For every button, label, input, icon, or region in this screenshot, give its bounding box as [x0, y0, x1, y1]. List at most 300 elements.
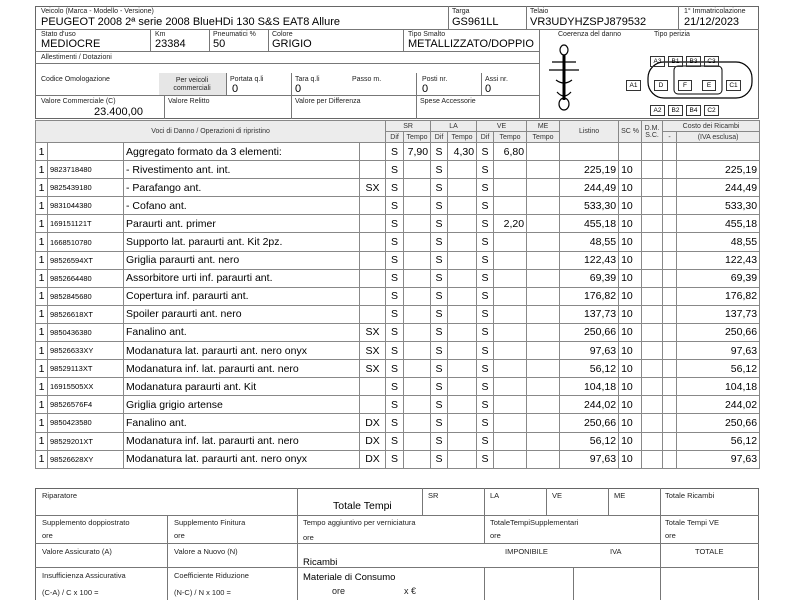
zone-e: E [702, 80, 716, 91]
cell-sr-t [404, 179, 431, 197]
cell-la-t [448, 450, 477, 468]
zone-b1: B1 [668, 56, 683, 67]
table-row [36, 215, 760, 233]
cell-sr-t [404, 414, 431, 432]
cell-ve-t [494, 450, 527, 468]
cell-la: S [431, 305, 448, 323]
cell-empty [642, 143, 663, 161]
cell-side [360, 269, 386, 287]
cell-ve: S [477, 378, 494, 396]
insured-value-label: Valore Assicurato (A) [42, 547, 112, 556]
cell-side [360, 396, 386, 414]
cell-la: S [431, 179, 448, 197]
cell-la: S [431, 396, 448, 414]
cell-sc: 10 [619, 197, 642, 215]
taxable-label: IMPONIBILE [505, 547, 548, 556]
cell-ve-t [494, 251, 527, 269]
vat-label: IVA [610, 547, 622, 556]
table-row [36, 323, 760, 341]
cell-desc: - Rivestimento ant. int. [124, 161, 360, 179]
col-sr: SR [386, 121, 431, 132]
total-extra-times-unit: ore [490, 531, 501, 540]
cell-ve-t [494, 342, 527, 360]
cell-qty: 1 [36, 215, 48, 233]
cell-ve-t [494, 305, 527, 323]
cell-price: 137,73 [560, 305, 619, 323]
col-la-tempo: Tempo [448, 132, 477, 143]
cell-price: 176,82 [560, 287, 619, 305]
cell-code: 98526618XT [48, 305, 124, 323]
wheelbase-label: Passo m. [352, 76, 382, 83]
cell-sr: S [386, 215, 404, 233]
commercial-label: Per veicoli commerciali [173, 77, 211, 92]
color-label: Colore [272, 31, 293, 38]
cell-sr-t [404, 396, 431, 414]
cell-side: DX [360, 432, 386, 450]
cell-cost: 244,02 [677, 396, 760, 414]
cell-desc: Spoiler paraurti ant. nero [124, 305, 360, 323]
cell-la: S [431, 432, 448, 450]
cell-desc: Modanatura lat. paraurti ant. nero onyx [124, 342, 360, 360]
cell-ve-t [494, 179, 527, 197]
cell-la-t [448, 342, 477, 360]
zone-b3: B3 [686, 56, 701, 67]
cell-empty [527, 305, 560, 323]
cell-empty [642, 197, 663, 215]
paint-extra-time-label: Tempo aggiuntivo per verniciatura [303, 518, 416, 527]
cell-sr-t [404, 323, 431, 341]
cell-empty [527, 342, 560, 360]
cell-ve-t [494, 323, 527, 341]
formula-ca: (C-A) / C x 100 = [42, 588, 99, 597]
cell-sr: S [386, 161, 404, 179]
col-sc: SC % [619, 121, 642, 143]
footer-ve-label: VE [552, 491, 563, 500]
cell-empty [642, 396, 663, 414]
cell-ve-t [494, 197, 527, 215]
difference-value-label: Valore per Differenza [295, 98, 361, 105]
registration-label: 1° Immatricolazione [684, 8, 746, 15]
finish-supplement-label: Supplemento Finitura [174, 518, 246, 527]
zone-a3: A3 [650, 56, 665, 67]
cell-price: 56,12 [560, 432, 619, 450]
cell-la: S [431, 233, 448, 251]
col-ve-tempo: Tempo [494, 132, 527, 143]
cell-sr-t [404, 360, 431, 378]
cell-empty [663, 432, 677, 450]
cell-side [360, 378, 386, 396]
cell-la-t [448, 179, 477, 197]
cell-ve-t [494, 269, 527, 287]
cell-price: 244,49 [560, 179, 619, 197]
cell-sr-t [404, 161, 431, 179]
table-row [36, 179, 760, 197]
cell-la: S [431, 269, 448, 287]
cell-ve: S [477, 287, 494, 305]
consumables-label: Materiale di Consumo [303, 572, 396, 583]
cell-sc: 10 [619, 161, 642, 179]
cell-ve-t [494, 287, 527, 305]
col-ve: VE [477, 121, 527, 132]
cell-la: S [431, 143, 448, 161]
cell-empty [642, 233, 663, 251]
wreck-value-label: Valore Relitto [168, 98, 210, 105]
cell-price: 250,66 [560, 414, 619, 432]
footer-sr-label: SR [428, 491, 439, 500]
cell-qty: 1 [36, 179, 48, 197]
cell-empty [527, 323, 560, 341]
consumables-euro: x € [404, 586, 417, 596]
table-row [36, 450, 760, 468]
chassis-value: VR3UDYHZSPJ879532 [530, 16, 647, 28]
cell-sr: S [386, 414, 404, 432]
cell-code: 9850423580 [48, 414, 124, 432]
cell-side [360, 287, 386, 305]
cell-price: 56,12 [560, 360, 619, 378]
cell-sc: 10 [619, 287, 642, 305]
cell-qty: 1 [36, 197, 48, 215]
plate-label: Targa [452, 8, 470, 15]
cell-side: SX [360, 323, 386, 341]
cell-sr: S [386, 269, 404, 287]
cell-desc: Modanatura inf. lat. paraurti ant. nero [124, 360, 360, 378]
cell-ve: S [477, 323, 494, 341]
cell-sr-t [404, 269, 431, 287]
cell-cost: 97,63 [677, 450, 760, 468]
km-label: Km [155, 31, 166, 38]
paint-extra-time-unit: ore [303, 533, 314, 542]
cell-code: 1668510780 [48, 233, 124, 251]
cell-ve: S [477, 179, 494, 197]
col-me-tempo: Tempo [527, 132, 560, 143]
cell-empty [527, 378, 560, 396]
cell-la-t [448, 378, 477, 396]
cell-qty: 1 [36, 342, 48, 360]
cell-ve: S [477, 233, 494, 251]
col-description: Voci di Danno / Operazioni di ripristino [36, 121, 386, 143]
total-ve-times-unit: ore [665, 531, 676, 540]
cell-sr-t [404, 432, 431, 450]
cell-sc: 10 [619, 269, 642, 287]
cell-price: 104,18 [560, 378, 619, 396]
cell-la: S [431, 360, 448, 378]
cell-empty [663, 233, 677, 251]
cell-ve-t [494, 233, 527, 251]
tires-label: Pneumatici % [213, 31, 256, 38]
cell-la-t: 4,30 [448, 143, 477, 161]
cell-la-t [448, 233, 477, 251]
cell-cost [677, 143, 760, 161]
cell-ve: S [477, 432, 494, 450]
cell-empty [527, 251, 560, 269]
cell-empty [527, 450, 560, 468]
cell-qty: 1 [36, 432, 48, 450]
cell-side: DX [360, 414, 386, 432]
cell-qty: 1 [36, 305, 48, 323]
cell-la: S [431, 197, 448, 215]
cell-sc: 10 [619, 396, 642, 414]
table-row [36, 305, 760, 323]
cell-side [360, 305, 386, 323]
cell-side: DX [360, 450, 386, 468]
cell-sc: 10 [619, 450, 642, 468]
cell-empty [642, 161, 663, 179]
cell-ve-t [494, 396, 527, 414]
tires-value: 50 [213, 38, 226, 50]
cell-empty [663, 215, 677, 233]
cell-ve: S [477, 269, 494, 287]
cell-empty [642, 378, 663, 396]
cell-sr-t [404, 233, 431, 251]
cell-sc: 10 [619, 323, 642, 341]
cell-ve-t [494, 378, 527, 396]
cell-ve-t [494, 360, 527, 378]
cell-sr: S [386, 233, 404, 251]
cell-sr-t [404, 215, 431, 233]
cell-sr: S [386, 305, 404, 323]
cell-desc: Fanalino ant. [124, 414, 360, 432]
cell-qty: 1 [36, 143, 48, 161]
cell-empty [663, 305, 677, 323]
col-sr-tempo: Tempo [404, 132, 431, 143]
cell-sr: S [386, 287, 404, 305]
zone-a2: A2 [650, 105, 665, 116]
vehicle-value: PEUGEOT 2008 2ª serie 2008 BlueHDi 130 S&S EAT8 Allure [41, 16, 340, 28]
formula-nc: (N-C) / N x 100 = [174, 588, 231, 597]
cell-la: S [431, 378, 448, 396]
cell-sc: 10 [619, 342, 642, 360]
cell-price: 244,02 [560, 396, 619, 414]
underinsurance-label: Insufficienza Assicurativa [42, 571, 126, 580]
cell-qty: 1 [36, 287, 48, 305]
cell-desc: Modanatura paraurti ant. Kit [124, 378, 360, 396]
new-value-label: Valore a Nuovo (N) [174, 547, 238, 556]
cell-side [360, 197, 386, 215]
cell-la-t [448, 269, 477, 287]
cell-desc: Fanalino ant. [124, 323, 360, 341]
col-sr-dif: Dif [386, 132, 404, 143]
total-times-label: Totale Tempi [333, 500, 392, 512]
cell-price: 122,43 [560, 251, 619, 269]
cell-sr: S [386, 342, 404, 360]
cell-empty [642, 450, 663, 468]
cell-sr: S [386, 432, 404, 450]
cell-la: S [431, 342, 448, 360]
commercial-value: 23.400,00 [94, 106, 143, 118]
cell-sc: 10 [619, 179, 642, 197]
cell-cost: 250,66 [677, 323, 760, 341]
cell-empty [527, 143, 560, 161]
plate-value: GS961LL [452, 16, 499, 28]
cell-qty: 1 [36, 414, 48, 432]
col-cost-dash: - [663, 132, 677, 143]
cell-empty [663, 414, 677, 432]
cell-empty [642, 360, 663, 378]
cell-sr-t [404, 251, 431, 269]
cell-cost: 250,66 [677, 414, 760, 432]
capacity-label: Portata q.li [230, 76, 264, 83]
cell-qty: 1 [36, 251, 48, 269]
cell-qty: 1 [36, 360, 48, 378]
vehicle-label: Veicolo (Marca - Modello - Versione) [41, 8, 154, 15]
cell-sr: S [386, 143, 404, 161]
cell-code: 98526576F4 [48, 396, 124, 414]
registration-value: 21/12/2023 [684, 16, 740, 28]
zone-c2: C2 [704, 105, 719, 116]
table-row [36, 287, 760, 305]
accessory-costs-label: Spese Accessorie [420, 98, 476, 105]
cell-la-t [448, 360, 477, 378]
total-parts-label: Totale Ricambi [665, 491, 715, 500]
cell-code: 9823718480 [48, 161, 124, 179]
col-price: Listino [560, 121, 619, 143]
cell-empty [663, 251, 677, 269]
cell-price: 69,39 [560, 269, 619, 287]
cell-desc: Paraurti ant. primer [124, 215, 360, 233]
total-ve-times-label: Totale Tempi VE [665, 518, 720, 527]
table-row [36, 432, 760, 450]
car-top-view-icon [544, 40, 584, 114]
cell-sr-t [404, 305, 431, 323]
cell-qty: 1 [36, 378, 48, 396]
seats-label: Posti nr. [422, 76, 448, 83]
cell-ve-t [494, 161, 527, 179]
cell-ve: S [477, 360, 494, 378]
cell-code: 16915505XX [48, 378, 124, 396]
paint-type-value: METALLIZZATO/DOPPIO [408, 38, 534, 50]
cell-empty [663, 179, 677, 197]
cell-cost: 48,55 [677, 233, 760, 251]
zone-c3: C3 [704, 56, 719, 67]
cell-sr-t [404, 197, 431, 215]
cell-qty: 1 [36, 323, 48, 341]
cell-cost: 97,63 [677, 342, 760, 360]
cell-code: 169151121T [48, 215, 124, 233]
cell-ve: S [477, 414, 494, 432]
cell-price: 97,63 [560, 450, 619, 468]
reduction-coeff-label: Coefficiente Riduzione [174, 571, 249, 580]
cell-code: 98529113XT [48, 360, 124, 378]
table-row [36, 251, 760, 269]
cell-side [360, 161, 386, 179]
cell-la: S [431, 287, 448, 305]
cell-sr-t [404, 287, 431, 305]
cell-qty: 1 [36, 396, 48, 414]
cell-sc [619, 143, 642, 161]
axles-label: Assi nr. [485, 76, 508, 83]
cell-empty [642, 432, 663, 450]
cell-side: SX [360, 179, 386, 197]
cell-ve-t [494, 414, 527, 432]
cell-ve: S [477, 215, 494, 233]
col-cost: Costo dei Ricambi [663, 121, 760, 132]
cell-cost: 104,18 [677, 378, 760, 396]
cell-desc: Griglia grigio artense [124, 396, 360, 414]
total-label: TOTALE [695, 547, 724, 556]
cell-ve: S [477, 251, 494, 269]
cell-la-t [448, 251, 477, 269]
cell-ve: S [477, 450, 494, 468]
cell-desc: Griglia paraurti ant. nero [124, 251, 360, 269]
cell-empty [527, 215, 560, 233]
cell-empty [642, 323, 663, 341]
table-row [36, 161, 760, 179]
cell-code: 98526594XT [48, 251, 124, 269]
cell-code: 98529201XT [48, 432, 124, 450]
cell-code: 9831044380 [48, 197, 124, 215]
cell-sr-t: 7,90 [404, 143, 431, 161]
cell-price: 533,30 [560, 197, 619, 215]
zone-f: F [678, 80, 692, 91]
cell-ve-t: 6,80 [494, 143, 527, 161]
body-supplement-unit: ore [42, 531, 53, 540]
repairer-label: Riparatore [42, 491, 78, 500]
cell-la-t [448, 432, 477, 450]
cell-ve-t [494, 432, 527, 450]
cell-qty: 1 [36, 161, 48, 179]
capacity-value: 0 [232, 83, 239, 95]
cell-empty [642, 269, 663, 287]
cell-side [360, 215, 386, 233]
cell-empty [663, 161, 677, 179]
paint-type-label: Tipo Smalto [408, 31, 446, 38]
cell-sr: S [386, 323, 404, 341]
cell-la-t [448, 414, 477, 432]
cell-sr-t [404, 450, 431, 468]
cell-la-t [448, 197, 477, 215]
table-row [36, 378, 760, 396]
cell-side: SX [360, 342, 386, 360]
cell-la-t [448, 396, 477, 414]
cell-cost: 225,19 [677, 161, 760, 179]
cell-desc: - Cofano ant. [124, 197, 360, 215]
total-extra-times-label: TotaleTempiSupplementari [490, 518, 579, 527]
cell-la: S [431, 251, 448, 269]
cell-cost: 56,12 [677, 360, 760, 378]
cell-la: S [431, 323, 448, 341]
cell-empty [663, 450, 677, 468]
col-dm: D.M. S.C. [642, 121, 663, 143]
zone-b4: B4 [686, 105, 701, 116]
cell-sc: 10 [619, 305, 642, 323]
table-row [36, 143, 760, 161]
cell-price [560, 143, 619, 161]
cell-desc: Assorbitore urti inf. paraurti ant. [124, 269, 360, 287]
cell-cost: 244,49 [677, 179, 760, 197]
table-row [36, 233, 760, 251]
cell-ve-t: 2,20 [494, 215, 527, 233]
table-row [36, 269, 760, 287]
condition-label: Stato d'uso [41, 31, 76, 38]
cell-sr: S [386, 396, 404, 414]
axles-value: 0 [485, 83, 492, 95]
cell-cost: 455,18 [677, 215, 760, 233]
cell-price: 455,18 [560, 215, 619, 233]
zone-b2: B2 [668, 105, 683, 116]
cell-empty [642, 179, 663, 197]
cell-code [48, 143, 124, 161]
zone-d: D [654, 80, 668, 91]
homologation-label: Codice Omologazione [41, 76, 110, 83]
table-row [36, 360, 760, 378]
cell-ve: S [477, 396, 494, 414]
cell-empty [527, 179, 560, 197]
cell-empty [527, 360, 560, 378]
cell-side [360, 251, 386, 269]
cell-desc: Modanatura lat. paraurti ant. nero onyx [124, 450, 360, 468]
cell-empty [663, 342, 677, 360]
col-me: ME [527, 121, 560, 132]
